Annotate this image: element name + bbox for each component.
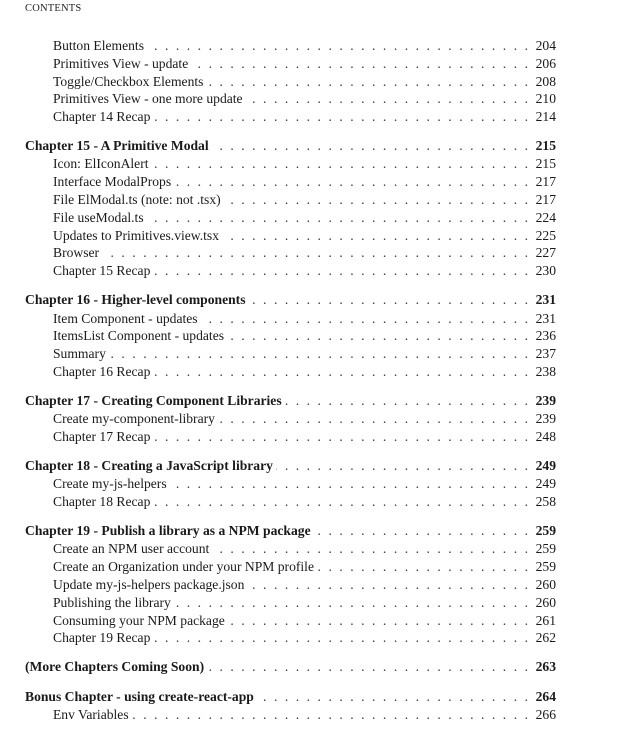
toc-entry[interactable] <box>25 629 556 647</box>
toc-entry-page: 230 <box>535 263 556 279</box>
toc-entry[interactable] <box>25 310 556 328</box>
toc-entry-page: 208 <box>535 73 556 89</box>
toc-entry-page: 249 <box>535 476 556 492</box>
dot-leader <box>314 522 528 541</box>
toc-group-chapter-16 <box>25 291 556 381</box>
toc-entry-title: Create my-js-helpers <box>53 476 167 492</box>
toc-entry-page: 259 <box>535 541 556 557</box>
dot-leader <box>153 108 528 126</box>
toc-chapter-heading[interactable] <box>25 688 556 707</box>
toc-entry-page: 217 <box>535 192 556 208</box>
toc-entry-page: 260 <box>535 594 556 610</box>
toc-group-chapter-17 <box>25 392 556 446</box>
dot-leader <box>174 173 528 191</box>
toc-chapter-heading[interactable] <box>25 658 556 677</box>
dot-leader <box>153 262 528 280</box>
dot-leader <box>153 363 528 381</box>
toc-entry-title: Create an Organization under your NPM profile <box>53 559 314 575</box>
toc-entry-page: 224 <box>535 209 556 225</box>
toc-entry-page: 237 <box>535 346 556 362</box>
toc-chapter-page: 264 <box>535 688 556 704</box>
dot-leader <box>206 73 528 91</box>
toc-entry-page: 248 <box>535 429 556 445</box>
toc-entry-page: 217 <box>535 174 556 190</box>
toc-entry-title: Publishing the library <box>53 594 171 610</box>
toc-entry-title: Update my-js-helpers package.json <box>53 577 245 593</box>
toc-entry-page: 236 <box>535 328 556 344</box>
toc-entry-title: Primitives View - one more update <box>53 91 243 107</box>
dot-leader <box>109 345 528 363</box>
dot-leader <box>224 191 528 209</box>
toc-entry-title: Chapter 18 Recap <box>53 494 151 510</box>
toc-entry[interactable] <box>25 475 556 493</box>
toc-chapter-page: 263 <box>535 659 556 675</box>
toc-entry-page: 262 <box>535 630 556 646</box>
toc-chapter-page: 231 <box>535 292 556 308</box>
dot-leader <box>153 428 528 446</box>
toc-entry[interactable] <box>25 191 556 209</box>
toc-entry[interactable] <box>25 55 556 73</box>
toc-entry-title: File useModal.ts <box>53 209 144 225</box>
dot-leader <box>102 244 528 262</box>
toc-entry[interactable] <box>25 73 556 91</box>
dot-leader <box>218 410 528 428</box>
dot-leader <box>174 594 528 612</box>
toc-entry-title: Primitives View - update <box>53 55 189 71</box>
toc-entry[interactable] <box>25 576 556 594</box>
toc-entry-page: 215 <box>535 156 556 172</box>
toc-entry[interactable] <box>25 363 556 381</box>
toc-chapter-page: 239 <box>535 392 556 408</box>
toc-group-chapter-18 <box>25 457 556 511</box>
toc-entry-page: 214 <box>535 109 556 125</box>
toc-entry-page: 225 <box>535 227 556 243</box>
toc-entry[interactable] <box>25 90 556 108</box>
dot-leader <box>153 493 528 511</box>
toc-chapter-heading[interactable] <box>25 457 556 476</box>
dot-leader <box>257 688 528 707</box>
toc-entry-page: 206 <box>535 55 556 71</box>
toc-chapter-heading[interactable] <box>25 392 556 411</box>
dot-leader <box>212 540 528 558</box>
toc-entry-title: Browser <box>53 245 100 261</box>
toc-entry-title: Updates to Primitives.view.tsx <box>53 227 220 243</box>
toc-entry[interactable] <box>25 706 556 724</box>
toc-entry[interactable] <box>25 227 556 245</box>
toc-entry[interactable] <box>25 108 556 126</box>
toc-group-chapter-14-continued <box>25 37 556 126</box>
dot-leader <box>207 658 528 677</box>
toc-entry-page: 261 <box>535 612 556 628</box>
toc-entry[interactable] <box>25 262 556 280</box>
toc-entry[interactable] <box>25 540 556 558</box>
dot-leader <box>170 475 528 493</box>
toc-entry[interactable] <box>25 594 556 612</box>
dot-leader <box>228 612 528 630</box>
running-head: CONTENTS <box>25 3 82 14</box>
toc-entry[interactable] <box>25 37 556 55</box>
dot-leader <box>201 310 528 328</box>
toc-entry[interactable] <box>25 244 556 262</box>
dot-leader <box>152 155 529 173</box>
dot-leader <box>222 227 528 245</box>
toc-entry-page: 239 <box>535 411 556 427</box>
toc-entry[interactable] <box>25 612 556 630</box>
toc-chapter-title: Chapter 19 - Publish a library as a NPM package <box>25 522 311 538</box>
toc-entry-title: Create my-component-library <box>53 411 215 427</box>
toc-entry-title: File ElModal.ts (note: not .tsx) <box>53 192 221 208</box>
toc-entry-title: Icon: ElIconAlert <box>53 156 149 172</box>
toc-entry-title: Chapter 15 Recap <box>53 263 151 279</box>
toc-entry-page: 227 <box>535 245 556 261</box>
toc-entry-page: 258 <box>535 494 556 510</box>
toc-entry-title: Chapter 17 Recap <box>53 429 151 445</box>
toc-chapter-title: Chapter 17 - Creating Component Libraries <box>25 392 282 408</box>
dot-leader <box>247 576 528 594</box>
toc-entry-page: 260 <box>535 577 556 593</box>
dot-leader <box>285 392 528 411</box>
toc-group-bonus-chapter <box>25 688 556 724</box>
toc-entry-title: Consuming your NPM package <box>53 612 225 628</box>
toc-entry[interactable] <box>25 558 556 576</box>
dot-leader <box>147 37 528 55</box>
toc-entry[interactable] <box>25 173 556 191</box>
toc-chapter-title: Chapter 15 - A Primitive Modal <box>25 137 209 153</box>
toc-group-chapter-15 <box>25 137 556 280</box>
toc-entry-title: ItemsList Component - updates <box>53 328 225 344</box>
toc-entry-page: 210 <box>535 91 556 107</box>
toc-entry[interactable] <box>25 155 556 173</box>
dot-leader <box>227 327 528 345</box>
toc-chapter-page: 249 <box>535 457 556 473</box>
dot-leader <box>317 558 528 576</box>
dot-leader <box>249 291 529 310</box>
dot-leader <box>246 90 528 108</box>
toc-entry-page: 266 <box>535 707 556 723</box>
toc-chapter-title: Chapter 18 - Creating a JavaScript library <box>25 457 273 473</box>
toc-chapter-heading[interactable] <box>25 291 556 310</box>
toc-entry[interactable] <box>25 428 556 446</box>
toc-entry-title: Summary <box>53 346 106 362</box>
toc-entry-title: Chapter 19 Recap <box>53 630 151 646</box>
dot-leader <box>276 457 528 476</box>
dot-leader <box>132 706 528 724</box>
toc-entry-page: 238 <box>535 363 556 379</box>
toc-entry-title: Button Elements <box>53 38 144 53</box>
toc-chapter-title: Chapter 16 - Higher-level components <box>25 292 246 308</box>
toc-entry-title: Item Component - updates <box>53 310 198 326</box>
toc-group-chapter-19 <box>25 522 556 647</box>
toc-entry-title: Chapter 14 Recap <box>53 109 151 125</box>
toc-entry-title: Chapter 16 Recap <box>53 363 151 379</box>
toc-entry[interactable] <box>25 493 556 511</box>
dot-leader <box>191 55 528 73</box>
toc-entry[interactable] <box>25 327 556 345</box>
dot-leader <box>147 209 528 227</box>
toc-chapter-title: (More Chapters Coming Soon) <box>25 659 205 675</box>
toc-entry-title: Env Variables <box>53 707 129 723</box>
table-of-contents <box>25 37 556 735</box>
toc-entry-page: 231 <box>535 310 556 326</box>
toc-entry-title: Create an NPM user account <box>53 541 210 557</box>
toc-entry[interactable] <box>25 345 556 363</box>
toc-chapter-title: Bonus Chapter - using create-react-app <box>25 688 254 704</box>
toc-chapter-page: 215 <box>535 137 556 153</box>
toc-entry[interactable] <box>25 410 556 428</box>
toc-group-more-chapters <box>25 658 556 677</box>
toc-entry-page: 204 <box>535 38 556 53</box>
toc-entry-title: Interface ModalProps <box>53 174 172 190</box>
dot-leader <box>153 629 528 647</box>
toc-chapter-heading[interactable] <box>25 137 556 156</box>
toc-entry[interactable] <box>25 209 556 227</box>
toc-chapter-heading[interactable] <box>25 522 556 541</box>
toc-chapter-page: 259 <box>535 522 556 538</box>
toc-entry-page: 259 <box>535 559 556 575</box>
dot-leader <box>212 137 528 156</box>
toc-entry-title: Toggle/Checkbox Elements <box>53 73 204 89</box>
